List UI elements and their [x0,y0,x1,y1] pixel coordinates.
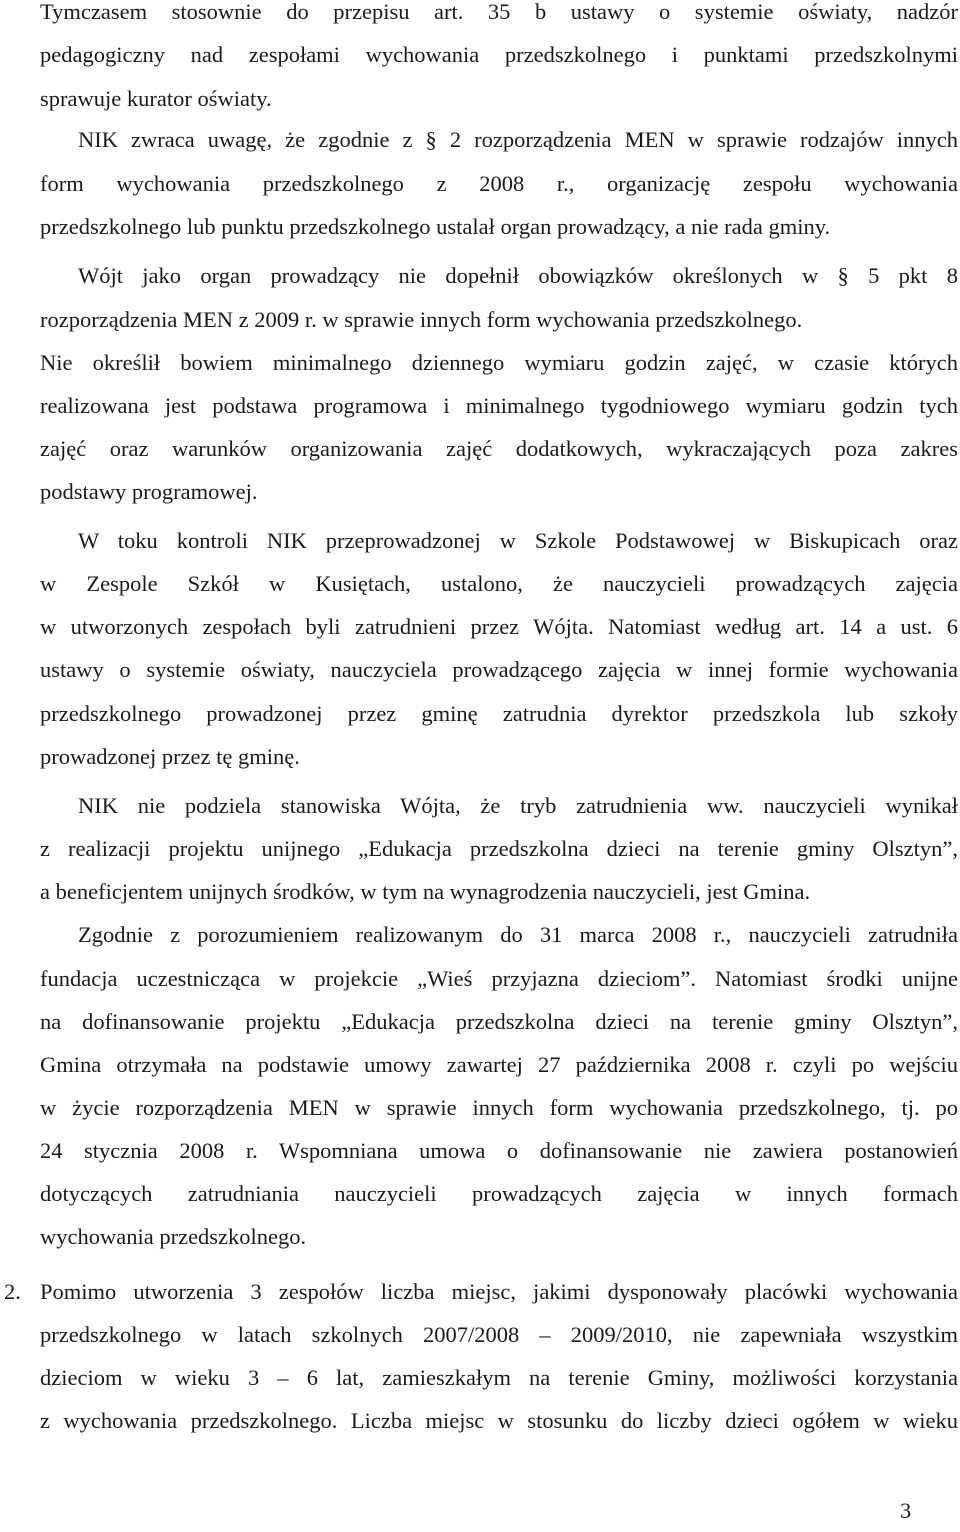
text-line: rozporządzenia MEN z 2009 r. w sprawie innych form wychowania przedszkolnego. [40,307,803,332]
text-line: realizowana jest podstawa programowa i minimalnego tygodniowego wymiaru godzin tych [40,393,958,418]
text-line: 24 stycznia 2008 r. Wspomniana umowa o dofinansowanie nie zawiera postanowień [40,1138,958,1163]
text-line: dzieciom w wieku 3 – 6 lat, zamieszkałym na terenie Gminy, możliwości korzystania [40,1365,958,1390]
text-line: przedszkolnego w latach szkolnych 2007/2008 – 2009/2010, nie zapewniała wszystkim [40,1322,958,1347]
text-line: przedszkolnego lub punktu przedszkolnego ustalał organ prowadzący, a nie rada gminy. [40,214,831,239]
text-line: na dofinansowanie projektu „Edukacja przedszkolna dzieci na terenie gminy Olsztyn”, [40,1009,958,1034]
text-line: prowadzonej przez tę gminę. [40,744,300,769]
text-line: Zgodnie z porozumieniem realizowanym do 31 marca 2008 r., nauczycieli zatrudniła [78,922,958,947]
text-line: a beneficjentem unijnych środków, w tym na wynagrodzenia nauczycieli, jest Gmina. [40,879,811,904]
text-line: w życie rozporządzenia MEN w sprawie innych form wychowania przedszkolnego, tj. po [40,1095,958,1120]
text-line: Tymczasem stosownie do przepisu art. 35 b ustawy o systemie oświaty, nadzór [40,0,958,24]
list-item-text [4,1278,958,1306]
text-line: NIK nie podziela stanowiska Wójta, że tryb zatrudnienia ww. nauczycieli wynikał [78,793,958,818]
text-line: Gmina otrzymała na podstawie umowy zawartej 27 października 2008 r. czyli po wejściu [40,1052,958,1077]
text-line: dotyczących zatrudniania nauczycieli prowadzących zajęcia w innych formach [40,1181,958,1206]
text-line: podstawy programowej. [40,479,258,504]
text-line: sprawuje kurator oświaty. [40,86,272,111]
page-number: 3 [900,1498,912,1523]
text-line: Wójt jako organ prowadzący nie dopełnił obowiązków określonych w § 5 pkt 8 [78,263,958,288]
text-line: wychowania przedszkolnego. [40,1224,307,1249]
text-line: NIK zwraca uwagę, że zgodnie z § 2 rozporządzenia MEN w sprawie rodzajów innych [78,127,958,152]
text-line: z realizacji projektu unijnego „Edukacja przedszkolna dzieci na terenie gminy Olsztyn”, [40,836,958,861]
document-page [4,0,958,1532]
text-line: z wychowania przedszkolnego. Liczba miejsc w stosunku do liczby dzieci ogółem w wieku [40,1408,958,1433]
text-line: W toku kontroli NIK przeprowadzonej w Szkole Podstawowej w Biskupicach oraz [78,528,958,553]
text-line: w utworzonych zespołach byli zatrudnieni przez Wójta. Natomiast według art. 14 a ust. 6 [40,614,958,639]
text-line: w Zespole Szkół w Kusiętach, ustalono, że nauczycieli prowadzących zajęcia [40,571,958,596]
text-line: Pomimo utworzenia 3 zespołów liczba miejsc, jakimi dysponowały placówki wychowania [40,1279,958,1304]
text-line: zajęć oraz warunków organizowania zajęć dodatkowych, wykraczających poza zakres [40,436,958,461]
text-line: przedszkolnego prowadzonej przez gminę zatrudnia dyrektor przedszkola lub szkoły [40,701,958,726]
text-line: form wychowania przedszkolnego z 2008 r., organizację zespołu wychowania [40,171,958,196]
text-line: fundacja uczestnicząca w projekcie „Wieś przyjazna dzieciom”. Natomiast środki unijne [40,966,958,991]
list-number: 2. [4,1279,21,1304]
text-line: Nie określił bowiem minimalnego dziennego wymiaru godzin zajęć, w czasie których [40,350,958,375]
text-line: ustawy o systemie oświaty, nauczyciela prowadzącego zajęcia w innej formie wychowania [40,657,958,682]
text-line: pedagogiczny nad zespołami wychowania przedszkolnego i punktami przedszkolnymi [40,42,958,67]
